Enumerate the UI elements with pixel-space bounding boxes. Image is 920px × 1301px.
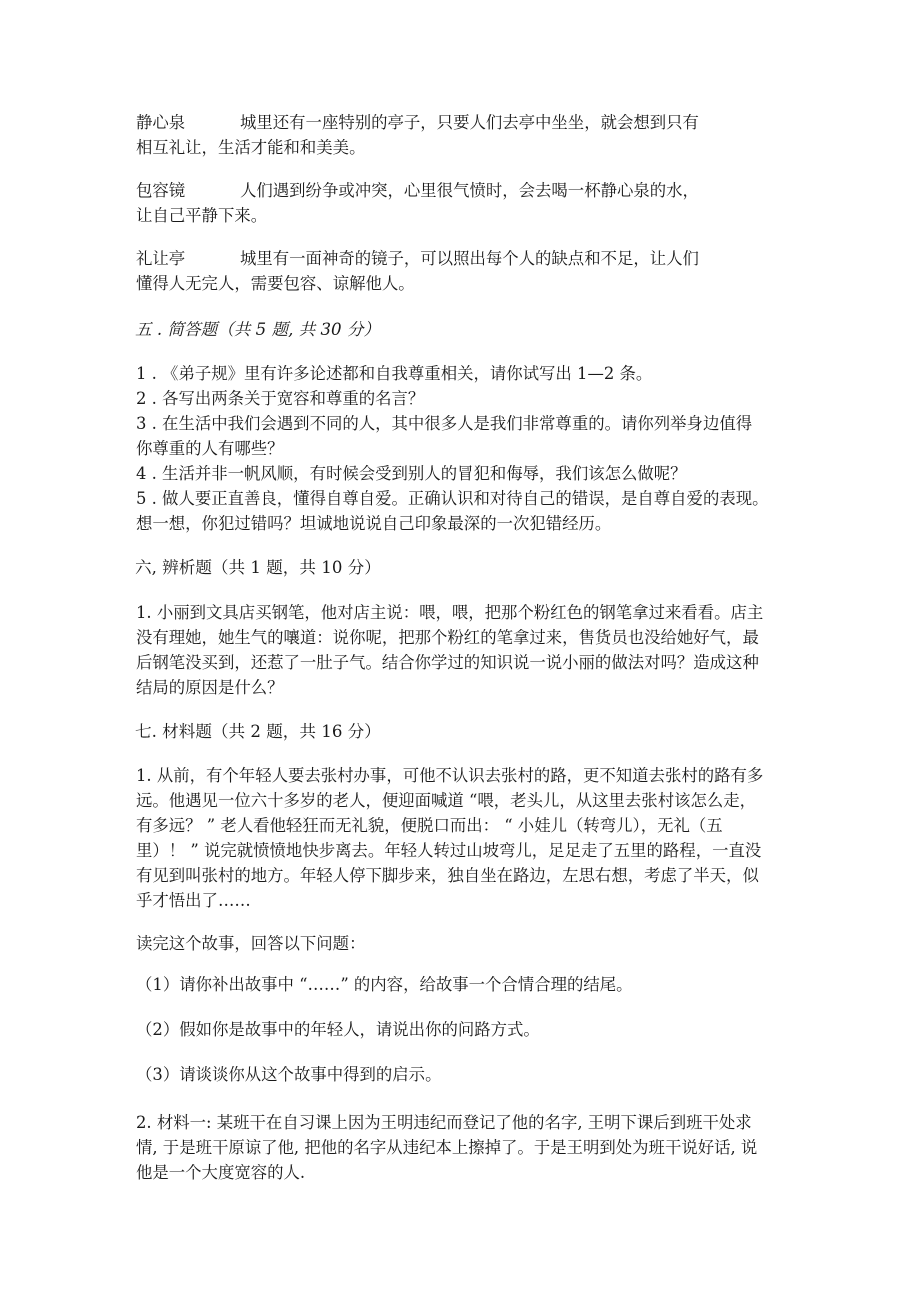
question-line: 4 . 生活并非一帆风顺，有时候会受到别人的冒犯和侮辱，我们该怎么做呢？ [136, 464, 687, 483]
question-line: 5 . 做人要正直善良，懂得自尊自爱。正确认识和对待自己的错误，是自尊自爱的表现。 [136, 489, 769, 508]
section-heading-short-answer: 五 . 简答题（共 5 题, 共 30 分） [135, 320, 381, 339]
paragraph-line: 有见到叫张村的地方。年轻人停下脚步来，独自坐在路边，左思右想，考虑了半天，似 [136, 866, 759, 885]
matching-description-line: 城里有一面神奇的镜子，可以照出每个人的缺点和不足，让人们 [240, 249, 699, 268]
paragraph-line: 后钢笔没买到，还惹了一肚子气。结合你学过的知识说一说小丽的做法对吗？造成这种 [136, 653, 759, 672]
question-line: 你尊重的人有哪些？ [136, 439, 284, 458]
paragraph-line: 1. 小丽到文具店买钢笔，他对店主说：喂，喂，把那个粉红色的钢笔拿过来看看。店主 [136, 603, 764, 622]
matching-term: 礼让亭 [136, 249, 186, 268]
matching-description-line: 人们遇到纷争或冲突，心里很气愤时，会去喝一杯静心泉的水， [240, 181, 699, 200]
paragraph-line: 乎才悟出了…… [136, 891, 251, 910]
question-line: 1 . 《弟子规》里有许多论述都和自我尊重相关，请你试写出 1—2 条。 [136, 364, 653, 383]
matching-description-line: 相互礼让，生活才能和和美美。 [136, 138, 366, 157]
section-heading-material: 七. 材料题（共 2 题，共 16 分） [135, 722, 381, 741]
matching-description-line: 懂得人无完人，需要包容、谅解他人。 [136, 274, 415, 293]
question-prompt: 读完这个故事，回答以下问题： [136, 934, 366, 953]
matching-description-line: 城里还有一座特别的亭子，只要人们去亭中坐坐，就会想到只有 [240, 113, 699, 132]
section-heading-analysis: 六, 辨析题（共 1 题，共 10 分） [135, 558, 381, 577]
question-line: 想一想，你犯过错吗？坦诚地说说自己印象最深的一次犯错经历。 [136, 514, 612, 533]
matching-description-line: 让自己平静下来。 [136, 206, 268, 225]
paragraph-line: 1. 从前，有个年轻人要去张村办事，可他不认识去张村的路，更不知道去张村的路有多 [136, 766, 764, 785]
paragraph-line: 有多远？ ” 老人看他轻狂而无礼貌，便脱口而出： “ 小娃儿（转弯儿），无礼（五 [136, 816, 723, 835]
paragraph-line: 情, 于是班干原谅了他, 把他的名字从违纪本上擦掉了。于是王明到处为班干说好话, 说 [136, 1138, 758, 1157]
paragraph-line: 他是一个大度宽容的人. [136, 1163, 306, 1182]
question-line: 3 . 在生活中我们会遇到不同的人，其中很多人是我们非常尊重的。请你列举身边值得 [136, 414, 753, 433]
paragraph-line: 结局的原因是什么？ [136, 678, 284, 697]
matching-term: 静心泉 [136, 113, 186, 132]
paragraph-line: 没有理她，她生气的嚷道：说你呢，把那个粉红的笔拿过来，售货员也没给她好气，最 [136, 628, 759, 647]
paragraph-line: 远。他遇见一位六十多岁的老人，便迎面喊道 “喂，老头儿，从这里去张村该怎么走， [136, 791, 757, 810]
sub-question: （1）请你补出故事中 “……” 的内容，给故事一个合情合理的结尾。 [136, 975, 633, 994]
sub-question: （2）假如你是故事中的年轻人，请说出你的问路方式。 [136, 1020, 540, 1039]
question-line: 2 . 各写出两条关于宽容和尊重的名言？ [136, 389, 425, 408]
paragraph-line: 2. 材料一: 某班干在自习课上因为王明违纪而登记了他的名字, 王明下课后到班干处求 [136, 1113, 752, 1132]
matching-term: 包容镜 [136, 181, 186, 200]
paragraph-line: 里）！ ” 说完就愤愤地快步离去。年轻人转过山坡弯儿，足足走了五里的路程，一直没 [136, 841, 762, 860]
sub-question: （3）请谈谈你从这个故事中得到的启示。 [136, 1065, 442, 1084]
